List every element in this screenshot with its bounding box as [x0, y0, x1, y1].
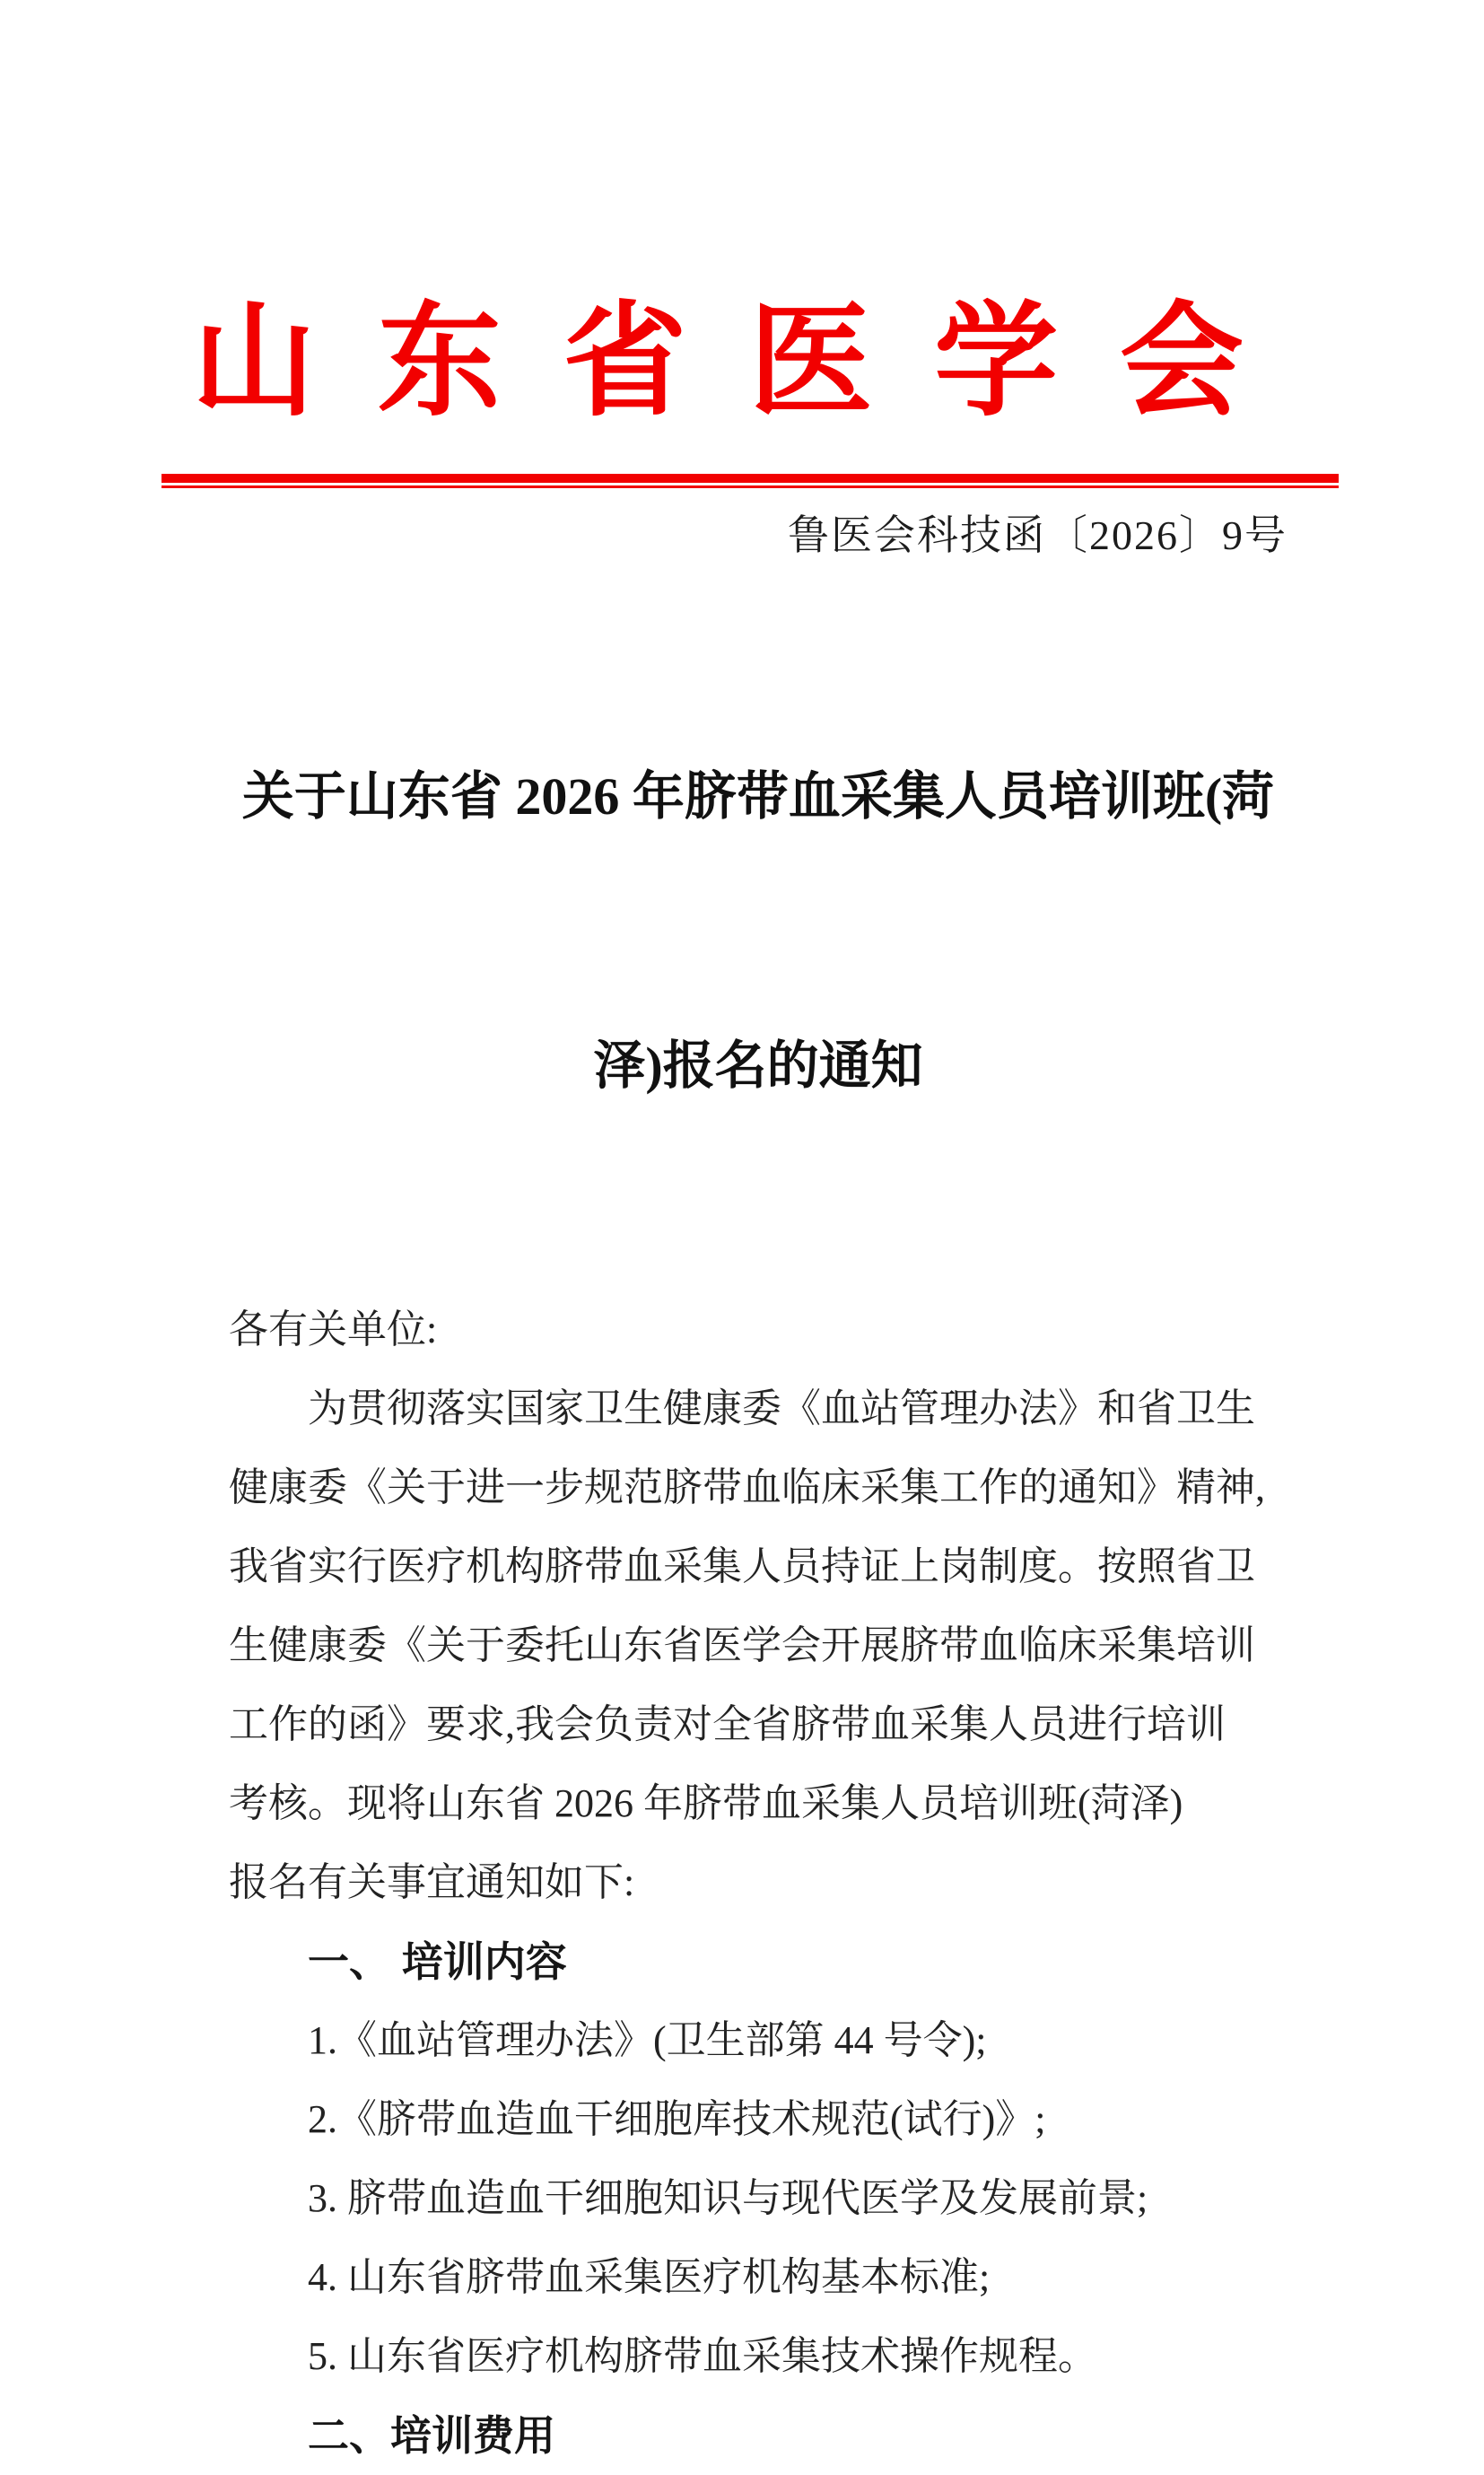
paragraph-line: 我省实行医疗机构脐带血采集人员持证上岗制度。按照省卫	[229, 1544, 1255, 1588]
paragraph-line: 工作的函》要求,我会负责对全省脐带血采集人员进行培训	[229, 1702, 1226, 1746]
org-name-char: 会	[1119, 293, 1244, 431]
paragraph-line: 考核。现将山东省 2026 年脐带血采集人员培训班(菏泽)	[229, 1781, 1183, 1825]
org-name-char: 学	[934, 293, 1059, 431]
org-name-char: 山	[192, 293, 317, 431]
notice-title-line-1: 关于山东省 2026 年脐带血采集人员培训班(菏	[241, 767, 1275, 826]
training-item: 1.《血站管理办法》(卫生部第 44 号令);	[308, 2018, 987, 2062]
paragraph-line: 健康委《关于进一步规范脐带血临床采集工作的通知》精神,	[229, 1465, 1265, 1509]
paragraph-line: 为贯彻落实国家卫生健康委《血站管理办法》和省卫生	[308, 1386, 1255, 1430]
org-name-char: 医	[748, 293, 873, 431]
document-page	[0, 293, 1484, 2459]
letterhead-rule-thin	[161, 485, 1339, 488]
doc-number: 鲁医会科技函〔2026〕9号	[788, 512, 1288, 558]
section-1-heading: 一、 培训内容	[308, 1938, 567, 1985]
org-name-char: 东	[377, 293, 502, 431]
notice-title	[229, 573, 1288, 1290]
section-2-heading: 二、培训费用	[308, 2412, 555, 2459]
greeting: 各有关单位:	[229, 1307, 438, 1351]
notice-title-line-2: 泽)报名的通知	[593, 1036, 923, 1095]
training-item: 4. 山东省脐带血采集医疗机构基本标准;	[308, 2255, 991, 2299]
paragraph-line: 报名有关事宜通知如下:	[229, 1860, 635, 1904]
letterhead-rule-thick	[161, 474, 1339, 483]
training-item: 2.《脐带血造血干细胞库技术规范(试行)》;	[308, 2097, 1046, 2141]
paragraph-line: 生健康委《关于委托山东省医学会开展脐带血临床采集培训	[229, 1623, 1255, 1667]
org-name-masthead	[192, 293, 1244, 431]
training-content-list	[229, 2001, 1288, 2396]
org-name-char: 省	[563, 293, 687, 431]
letterhead-rule	[161, 474, 1339, 488]
document-body	[229, 512, 1288, 2475]
training-item: 5. 山东省医疗机构脐带血采集技术操作规程。	[308, 2334, 1097, 2378]
intro-paragraph	[229, 1369, 1288, 1922]
training-item: 3. 脐带血造血干细胞知识与现代医学及发展前景;	[308, 2176, 1148, 2220]
